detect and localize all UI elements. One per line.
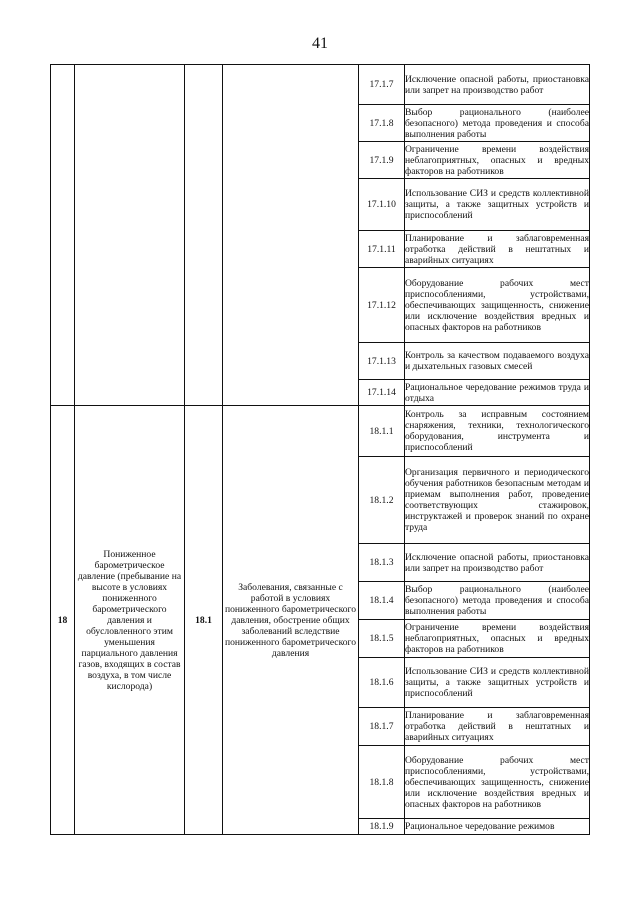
measure-text: Планирование и заблаговременная отработка действий в нештатных и аварийных ситуациях xyxy=(405,232,589,266)
measure-text: Ограничение времени воздействия неблагоприятных, опасных и вредных факторов на работников xyxy=(405,143,589,177)
measure-text: Использование СИЗ и средств коллективной защиты, а также защитных устройств и приспособлений xyxy=(405,179,590,231)
measure-code: 17.1.10 xyxy=(359,179,405,231)
measure-code: 18.1.3 xyxy=(359,544,405,582)
measures-table xyxy=(50,64,590,835)
measure-code: 17.1.9 xyxy=(359,142,405,179)
measure-code: 17.1.14 xyxy=(359,380,405,406)
measure-text: Исключение опасной работы, приостановка или запрет на производство работ xyxy=(405,544,590,582)
measure-text: Оборудование рабочих мест приспособлениями, устройствами, обеспечивающих защищенность, снижение или исключение воздействия вредных и опасных факторов на работников xyxy=(405,746,590,819)
measure-text: Контроль за исправным состоянием снаряжения, техники, технологического оборудования, инструмента и приспособлений xyxy=(405,406,590,457)
measure-code: 18.1.6 xyxy=(359,658,405,708)
measure-code: 18.1.2 xyxy=(359,457,405,544)
disease-code: 18.1 xyxy=(185,406,223,835)
measure-text: Выбор рационального (наиболее безопасного) метода проведения и способа выполнения работы xyxy=(405,106,589,140)
page-number: 41 xyxy=(312,35,328,52)
disease-code-cell xyxy=(185,65,223,406)
measure-text: Рациональное чередование режимов труда и отдыха xyxy=(405,381,589,404)
measure-code: 17.1.12 xyxy=(359,268,405,343)
disease-description: Заболевания, связанные с работой в условиях пониженного барометрического давления, обострение общих заболеваний вследствие пониженного барометрического давления xyxy=(223,406,359,835)
measure-text: Оборудование рабочих мест приспособлениями, устройствами, обеспечивающих защищенность, снижение или исключение воздействия вредных и опасных факторов на работников xyxy=(405,268,590,343)
measure-code: 18.1.9 xyxy=(359,819,405,835)
measure-code: 18.1.8 xyxy=(359,746,405,819)
factor-cell xyxy=(75,65,185,406)
measure-text: Рациональное чередование режимов xyxy=(405,819,590,835)
measure-code: 17.1.8 xyxy=(359,105,405,142)
table-row xyxy=(51,406,590,457)
measure-code: 17.1.13 xyxy=(359,343,405,380)
table-row xyxy=(51,65,590,105)
measure-text: Планирование и заблаговременная отработка действий в нештатных и аварийных ситуациях xyxy=(405,708,590,746)
factor-description: Пониженное барометрическое давление (пребывание на высоте в условиях пониженного барометрического давления и обусловленного этим уменьшения парциального давления газов, входящих в состав воздуха, в том числе кислорода) xyxy=(75,406,185,835)
measure-code: 17.1.7 xyxy=(359,65,405,105)
disease-cell xyxy=(223,65,359,406)
measure-text: Ограничение времени воздействия неблагоприятных, опасных и вредных факторов на работников xyxy=(405,620,590,658)
measure-code: 18.1.5 xyxy=(359,620,405,658)
factor-number-cell xyxy=(51,65,75,406)
measure-code: 17.1.11 xyxy=(359,231,405,268)
measure-text: Организация первичного и периодического обучения работников безопасным методам и приемам выполнения работ, проведение соответствующих стажировок, инструктажей и проверок знаний по охране труда xyxy=(405,457,590,544)
measure-code: 18.1.7 xyxy=(359,708,405,746)
measure-code: 18.1.4 xyxy=(359,582,405,620)
measure-text: Контроль за качеством подаваемого воздуха и дыхательных газовых смесей xyxy=(405,343,590,380)
measure-code: 18.1.1 xyxy=(359,406,405,457)
measure-text: Выбор рационального (наиболее безопасного) метода проведения и способа выполнения работы xyxy=(405,582,590,620)
measure-text: Использование СИЗ и средств коллективной защиты, а также защитных устройств и приспособлений xyxy=(405,658,590,708)
factor-number: 18 xyxy=(51,406,75,835)
measure-text: Исключение опасной работы, приостановка или запрет на производство работ xyxy=(405,65,590,105)
